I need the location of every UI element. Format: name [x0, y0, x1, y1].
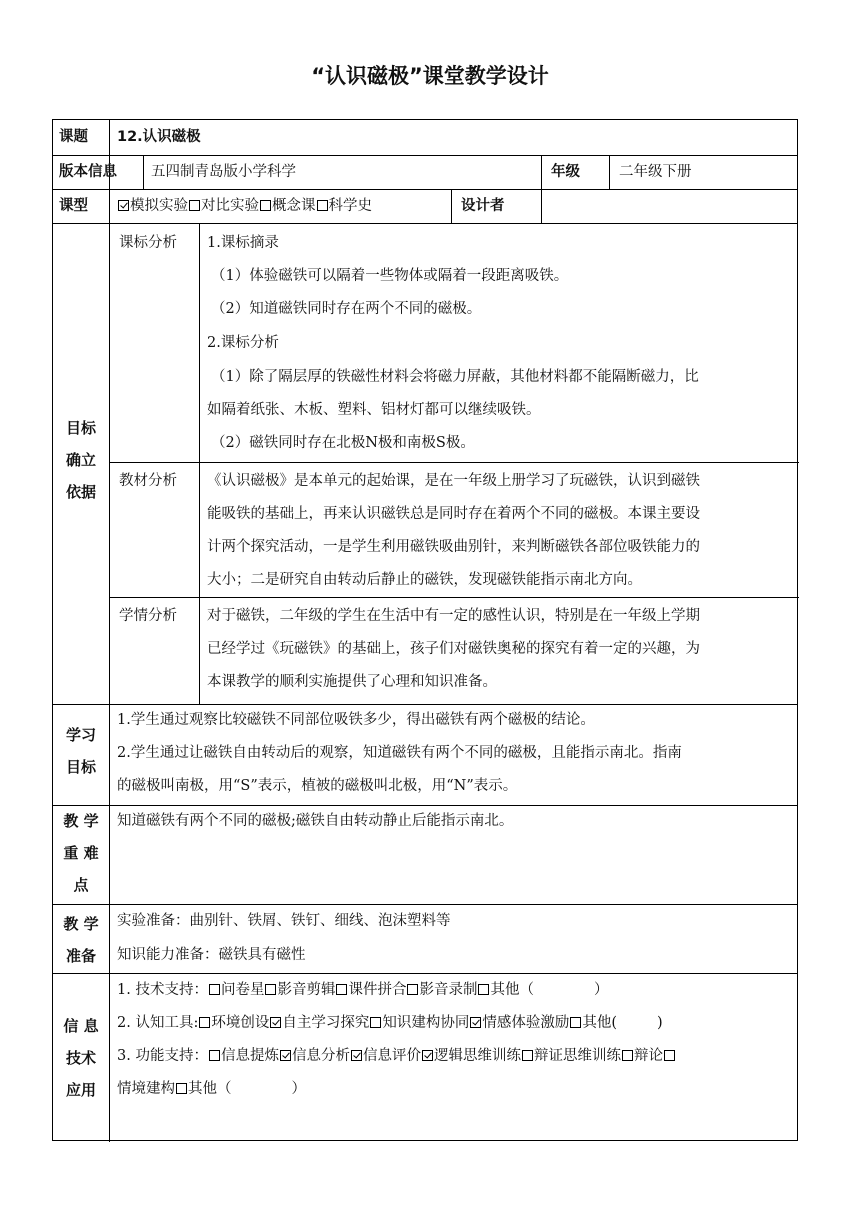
- checkbox[interactable]: [522, 1050, 533, 1061]
- checkbox-checked[interactable]: [270, 1017, 281, 1028]
- checkbox[interactable]: [199, 1017, 210, 1028]
- student-analysis-label: 学情分析: [119, 608, 177, 624]
- standard-analysis-label: 课标分析: [119, 235, 177, 251]
- basis-label: 目标 确立 依据: [65, 419, 96, 501]
- checkbox-checked[interactable]: [280, 1050, 291, 1061]
- key-points-content: 知道磁铁有两个不同的磁极;磁铁自由转动静止后能指示南北。: [117, 813, 514, 829]
- type-option: 模拟实验: [130, 198, 188, 214]
- lesson-plan-table: 课题 12.认识磁极 版本信息 五四制青岛版小学科学 年级 二年级下册 课型 模拟实验 对比实验 概念课 科学史 设计者 目标 确立 依据 课标分析 1.课标摘录 （1）体验磁铁可以隔着一些物体或隔着一段距离吸铁。 （2）知道磁铁同时存在两个不同的磁极。 2.课标分析 （1）除了隔层厚的铁磁性材料会将磁力屏蔽，其他材料都不能隔断磁力，比 如隔着纸张、木板、塑料、铝材灯都可以继续吸铁。 （2）磁铁同时存在北极N极和南极S极。 教材分析 《认识磁极》是本单元的起始课，是在一年级上册学习了玩磁铁，认识到磁铁 能吸铁的基础上，再来认识磁铁总是同时存在着两个不同的磁极。本课主要设 计两个探究活动，一是学生利用磁铁吸曲别针，来判断磁铁各部位吸铁能力的 大小；二是研究自由转动后静止的磁铁，发现磁铁能指示南北方向。 学情分析 对于磁铁，二年级的学生在生活中有一定的感性认识，特别是在一年级上学期 已经学过《玩磁铁》的基础上，孩子们对磁铁奥秘的探究有着一定的兴趣，为 本课教学的顺利实施提供了心理和知识准备。 学习 目标 1.学生通过观察比较磁铁不同部位吸铁多少，得出磁铁有两个磁极的结论。 2.学生通过让磁铁自由转动后的观察，知道磁铁有两个不同的磁极，且能指示南北。指南 的磁极叫南极，用“S”表示，植被的磁极叫北极，用“N”表示。 教 学 重 难 点 知道磁铁有两个不同的磁极;磁铁自由转动静止后能指示南北。 教 学 准备 实验准备：曲别针、铁屑、铁钉、细线、泡沫塑料等 知识能力准备：磁铁具有磁性 信 息 技术 应用 1. 技术支持： 问卷星 影音剪辑 课件拼合 影音录制 其他（ ） 2. 认知工具: 环境创设 自主学习探究 知识建构协同 情感体验激励 其他( ) 3. 功能支持： 信息提炼 信息分析 信息评价 逻辑思维训练 辩证思维训练 辩论 情境建构 其他（ ）: [52, 119, 798, 1141]
- key-points-label: 教 学 重 难 点: [63, 812, 99, 894]
- checkbox[interactable]: [407, 984, 418, 995]
- type-option: 对比实验: [201, 198, 259, 214]
- tech-line-3: 3. 功能支持： 信息提炼 信息分析 信息评价 逻辑思维训练 辩证思维训练 辩论: [117, 1046, 676, 1066]
- type-option: 概念课: [272, 198, 316, 214]
- goals-label: 学习 目标: [65, 726, 96, 776]
- checkbox[interactable]: [336, 984, 347, 995]
- textbook-analysis-label: 教材分析: [119, 473, 177, 489]
- type-options: [117, 196, 372, 216]
- checkbox[interactable]: [317, 200, 328, 211]
- checkbox-checked[interactable]: [118, 200, 129, 211]
- prep-label: 教 学 准备: [63, 915, 99, 965]
- grade-value: 二年级下册: [619, 164, 692, 180]
- checkbox[interactable]: [570, 1017, 581, 1028]
- type-option: 科学史: [328, 198, 372, 214]
- checkbox[interactable]: [209, 984, 220, 995]
- version-value: 五四制青岛版小学科学: [151, 164, 296, 180]
- tech-line-2: 2. 认知工具: 环境创设 自主学习探究 知识建构协同 情感体验激励 其他( ): [117, 1015, 663, 1031]
- tech-label: 信 息 技术 应用: [63, 1017, 99, 1099]
- checkbox[interactable]: [664, 1050, 675, 1061]
- checkbox[interactable]: [478, 984, 489, 995]
- checkbox[interactable]: [370, 1017, 381, 1028]
- version-label: 版本信息: [59, 164, 117, 180]
- checkbox-checked[interactable]: [351, 1050, 362, 1061]
- checkbox[interactable]: [622, 1050, 633, 1061]
- topic-value: 12.认识磁极: [117, 129, 201, 145]
- checkbox[interactable]: [265, 984, 276, 995]
- grade-label: 年级: [551, 164, 580, 180]
- checkbox-checked[interactable]: [422, 1050, 433, 1061]
- page-title: “认识磁极”课堂教学设计: [311, 64, 549, 88]
- checkbox-checked[interactable]: [470, 1017, 481, 1028]
- tech-line-4: 情境建构 其他（ ）: [117, 1081, 306, 1097]
- topic-label: 课题: [59, 129, 88, 145]
- checkbox[interactable]: [260, 200, 271, 211]
- checkbox[interactable]: [209, 1050, 220, 1061]
- designer-label: 设计者: [461, 198, 505, 214]
- checkbox[interactable]: [189, 200, 200, 211]
- type-label: 课型: [59, 198, 88, 214]
- checkbox[interactable]: [176, 1083, 187, 1094]
- tech-line-1: 1. 技术支持： 问卷星 影音剪辑 课件拼合 影音录制 其他（ ）: [117, 982, 609, 998]
